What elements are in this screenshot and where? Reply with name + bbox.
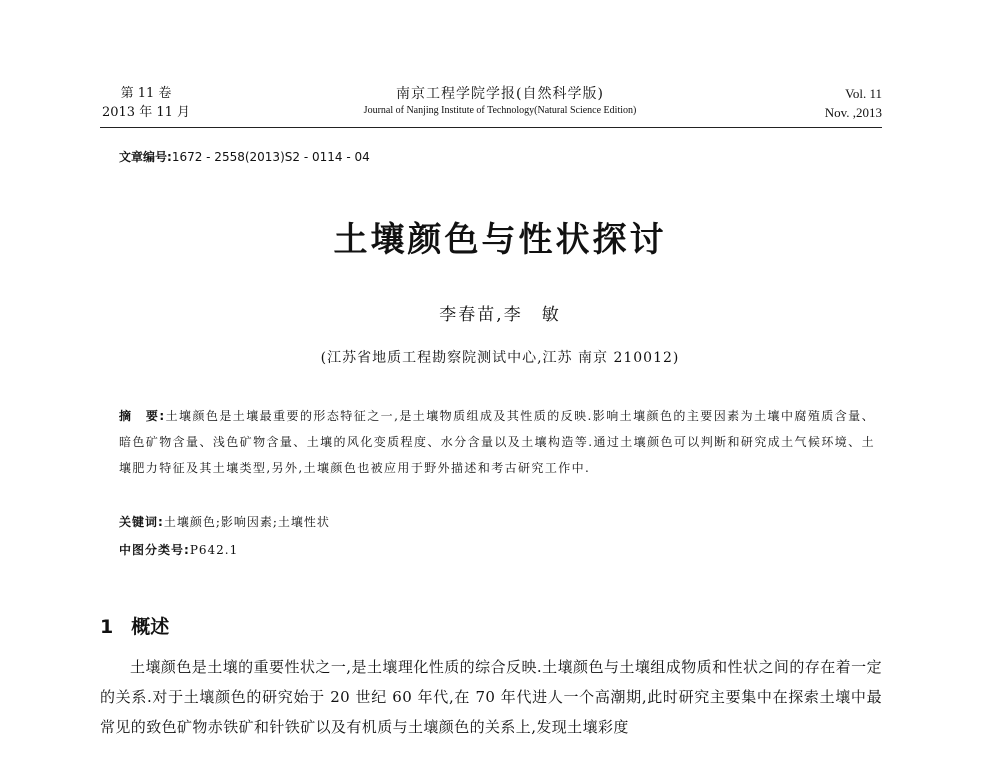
section-title: 概述 [131, 616, 170, 638]
section-heading [100, 612, 169, 639]
journal-title-en: Journal of Nanjing Institute of Technology(Natural Science Edition) [363, 105, 637, 116]
paper-title: 土壤颜色与性状探讨 [333, 220, 667, 260]
keywords-text: 土壤颜色;影响因素;土壤性状 [163, 515, 330, 529]
classification-number [119, 541, 238, 558]
article-number-label: 文章编号: [119, 150, 172, 164]
section-number: 1 [100, 616, 114, 638]
article-number-value: 1672 - 2558(2013)S2 - 0114 - 04 [171, 150, 370, 164]
clc-text: P642.1 [189, 543, 239, 557]
authors: 李春苗,李 敏 [439, 305, 561, 325]
affiliation: (江苏省地质工程勘察院测试中心,江苏 南京 210012) [320, 350, 680, 366]
volume-en: Vol. 11 [845, 86, 882, 101]
abstract-label: 摘 要: [119, 409, 166, 423]
header-rule [100, 127, 882, 128]
volume-cn: 第 11 卷 [120, 86, 172, 101]
date-en: Nov. ,2013 [824, 105, 882, 120]
article-number [119, 148, 370, 165]
date-cn: 2013 年 11 月 [101, 105, 191, 120]
header-left [100, 84, 192, 122]
abstract [119, 403, 875, 481]
clc-label: 中图分类号: [119, 543, 190, 557]
body-paragraph: 土壤颜色是土壤的重要性状之一,是土壤理化性质的综合反映.土壤颜色与土壤组成物质和性状之间的存在着一定的关系.对于土壤颜色的研究始于 20 世纪 60 年代,在 70 年代进人一个高潮期,此时研究主要集中在探索土壤中最常见的致色矿物赤铁矿和针铁矿以及有机质与土壤颜色的关系上,发现土壤彩度 [100, 658, 882, 736]
keywords-label: 关键词: [119, 515, 164, 529]
keywords [119, 513, 330, 530]
journal-title-cn: 南京工程学院学报(自然科学版) [396, 86, 604, 102]
body-text [100, 652, 882, 742]
header-right [790, 84, 882, 122]
header-center [300, 84, 700, 118]
abstract-text: 土壤颜色是土壤最重要的形态特征之一,是土壤物质组成及其性质的反映.影响土壤颜色的主要因素为土壤中腐殖质含量、暗色矿物含量、浅色矿物含量、土壤的风化变质程度、水分含量以及土壤构造等.通过土壤颜色可以判断和研究成土气候环境、土壤肥力特征及其土壤类型,另外,土壤颜色也被应用于野外描述和考古研究工作中. [119, 409, 875, 475]
